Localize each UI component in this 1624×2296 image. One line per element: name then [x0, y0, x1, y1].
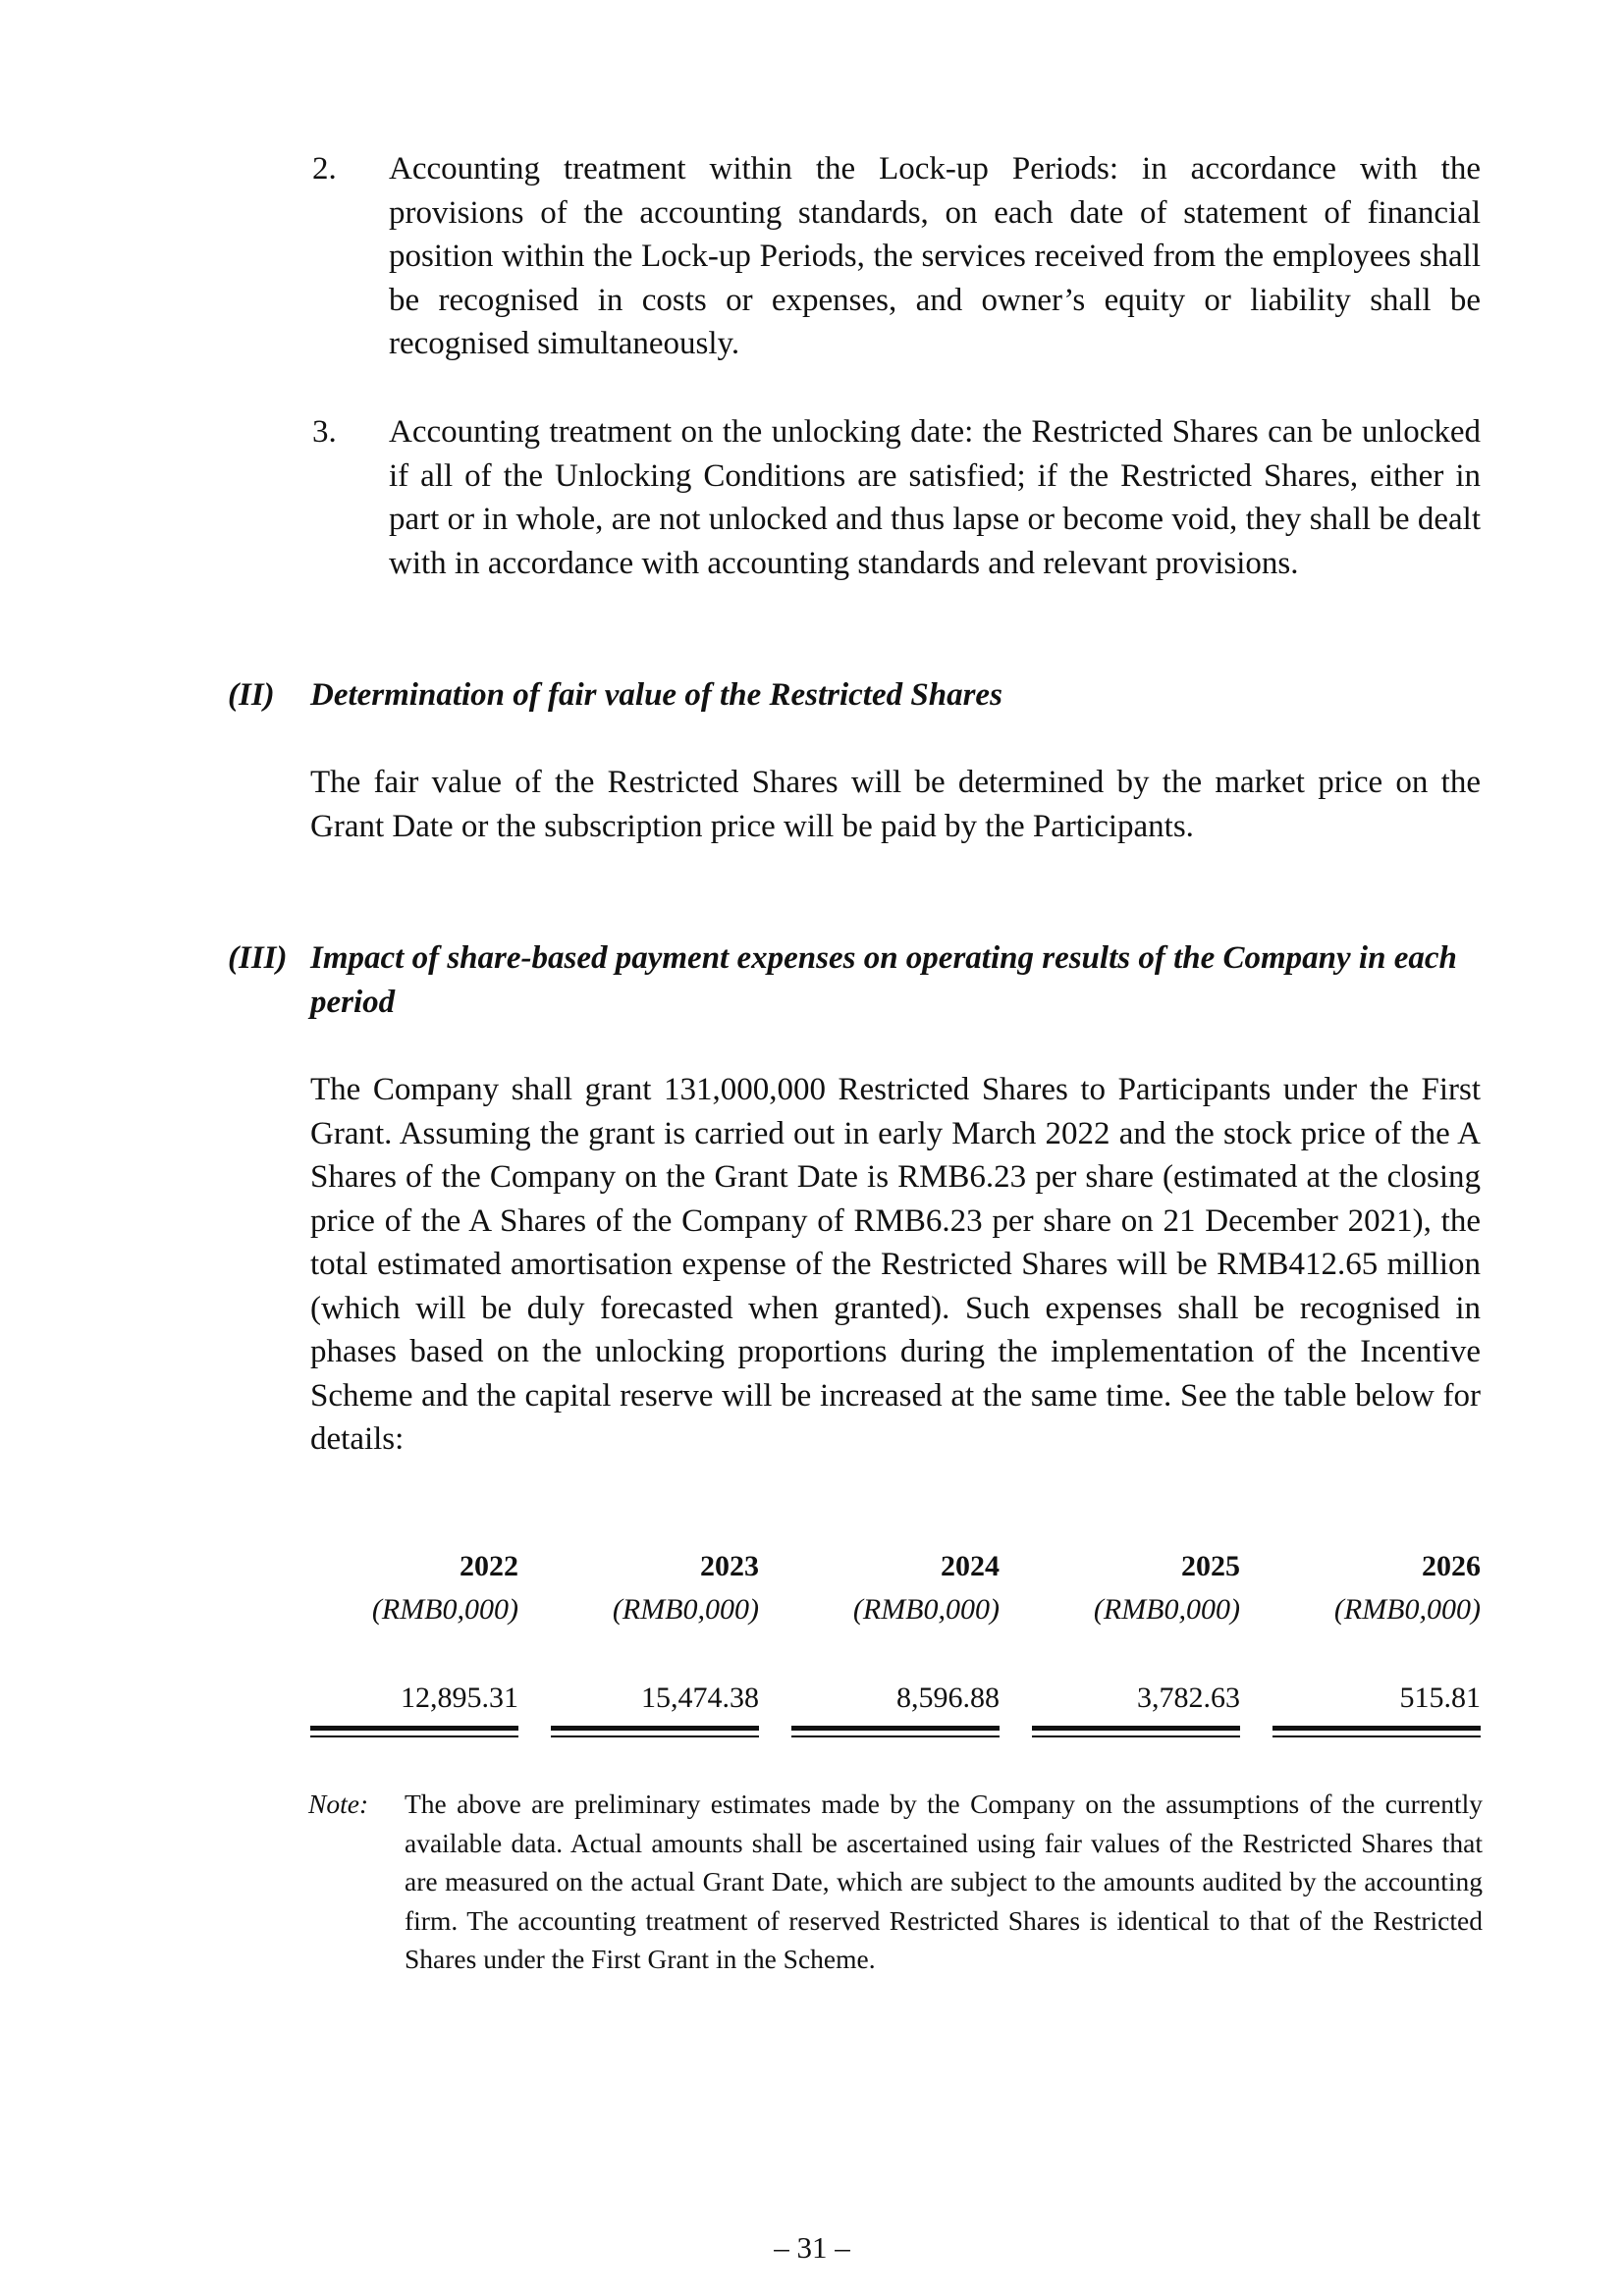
double-underline — [791, 1735, 1000, 1737]
column-unit: (RMB0,000) — [1333, 1593, 1481, 1626]
column-value: 15,474.38 — [641, 1682, 759, 1714]
page-number: – 31 – — [774, 2230, 850, 2265]
column-unit: (RMB0,000) — [371, 1593, 518, 1626]
section-number: (II) — [228, 677, 275, 713]
table-column-2023 — [551, 1549, 759, 1745]
table-column-2025 — [1032, 1549, 1240, 1745]
column-unit: (RMB0,000) — [852, 1593, 1000, 1626]
column-year: 2024 — [941, 1550, 1000, 1582]
amortisation-table — [310, 1549, 1483, 1745]
section-iii-body: The Company shall grant 131,000,000 Restricted Shares to Participants under the First Grant. Assuming the grant is carried out in early March 2022 and the stock price of the A Shares of the Company on the Grant Date is RMB6.23 per share (estimated at the closing price of the A Shares of the Company of RMB6.23 per share on 21 December 2021), the total estimated amortisation expense of the Restricted Shares will be RMB412.65 million (which will be duly forecasted when granted). Such expenses shall be recognised in phases based on the unlocking proportions during the implementation of the Incentive Scheme and the capital reserve will be increased at the same time. See the table below for details: — [310, 1072, 1481, 1457]
column-year: 2025 — [1181, 1550, 1240, 1582]
column-value: 8,596.88 — [896, 1682, 1000, 1714]
double-underline — [551, 1735, 759, 1737]
double-underline — [310, 1735, 518, 1737]
double-underline — [310, 1726, 518, 1731]
double-underline — [551, 1726, 759, 1731]
column-value: 515.81 — [1399, 1682, 1481, 1714]
column-unit: (RMB0,000) — [1093, 1593, 1240, 1626]
section-number: (III) — [228, 940, 288, 976]
table-column-2026 — [1272, 1549, 1481, 1745]
section-title: Determination of fair value of the Restricted Shares — [310, 677, 1002, 713]
column-year: 2026 — [1422, 1550, 1481, 1582]
note-label: Note: — [308, 1789, 369, 1819]
column-unit: (RMB0,000) — [612, 1593, 759, 1626]
list-item-text: Accounting treatment on the unlocking date: the Restricted Shares can be unlocked if all of the Unlocking Conditions are satisfied; if the Restricted Shares, either in part or in whole, are not unlocked and thus lapse or become void, they shall be dealt with in accordance with accounting standards and relevant provisions. — [389, 414, 1481, 581]
section-title: Impact of share-based payment expenses on operating results of the Company in each period — [310, 940, 1457, 1020]
column-year: 2022 — [460, 1550, 518, 1582]
list-item-number: 2. — [312, 151, 337, 187]
table-column-2024 — [791, 1549, 1000, 1745]
table-column-2022 — [310, 1549, 518, 1745]
double-underline — [1032, 1726, 1240, 1731]
double-underline — [1032, 1735, 1240, 1737]
double-underline — [1272, 1726, 1481, 1731]
list-item-text: Accounting treatment within the Lock-up Periods: in accordance with the provisions of the accounting standards, on each date of statement of financial position within the Lock-up Periods, the services received from the employees shall be recognised in costs or expenses, and owner’s equity or liability shall be recognised simultaneously. — [389, 151, 1481, 361]
list-item-number: 3. — [312, 414, 337, 450]
double-underline — [791, 1726, 1000, 1731]
column-value: 12,895.31 — [401, 1682, 518, 1714]
double-underline — [1272, 1735, 1481, 1737]
section-ii-body: The fair value of the Restricted Shares will be determined by the market price on the Grant Date or the subscription price will be paid by the Participants. — [310, 765, 1481, 844]
column-year: 2023 — [700, 1550, 759, 1582]
note-text: The above are preliminary estimates made by the Company on the assumptions of the currently available data. Actual amounts shall be ascertained using fair values of the Restricted Shares that are measured on the actual Grant Date, which are subject to the amounts audited by the accounting firm. The accounting treatment of reserved Restricted Shares is identical to that of the Restricted Shares under the First Grant in the Scheme. — [405, 1789, 1483, 1974]
column-value: 3,782.63 — [1137, 1682, 1240, 1714]
